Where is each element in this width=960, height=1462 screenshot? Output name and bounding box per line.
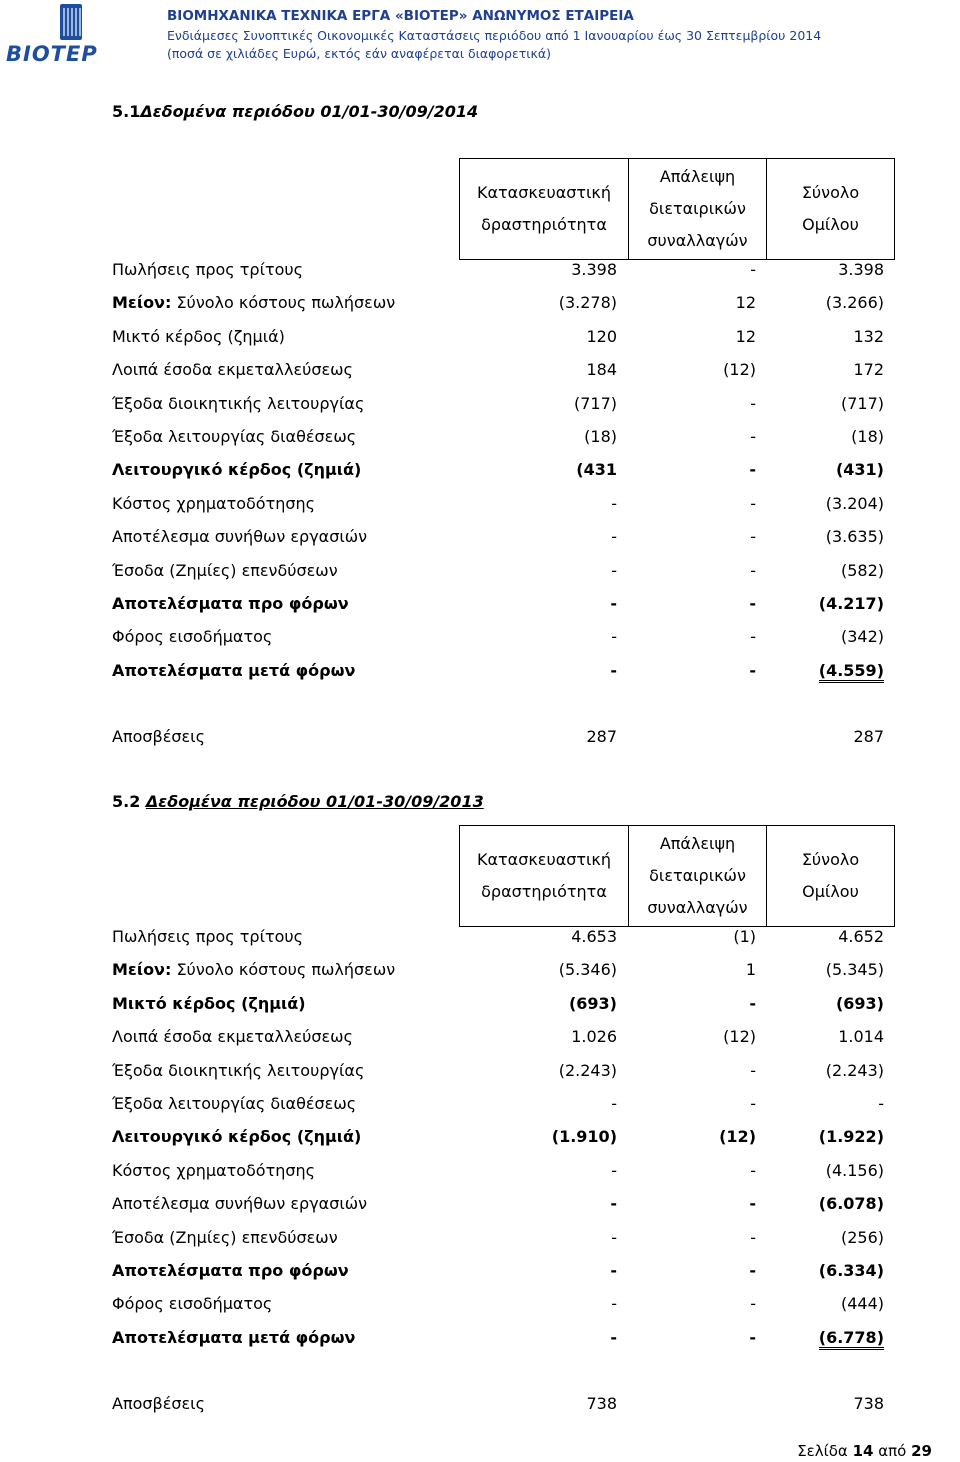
- cell-construction: 184: [586, 360, 617, 380]
- col-header-elimination: Απάλειψη διεταιρικών συναλλαγών: [647, 167, 748, 250]
- row-label: Αποτελέσματα μετά φόρων: [112, 1327, 356, 1347]
- row-label: Έξοδα λειτουργίας διαθέσεως: [112, 1094, 357, 1113]
- col-header-construction: Κατασκευαστική δραστηριότητα: [477, 850, 611, 901]
- cell-group-total: 4.652: [838, 927, 884, 946]
- cell-construction: -: [611, 1294, 617, 1314]
- table-row: [112, 621, 884, 654]
- cell-construction: -: [611, 560, 617, 580]
- table-row: [112, 988, 884, 1021]
- cell-group-total: (717): [840, 393, 884, 413]
- company-name: ΒΙΟΜΗΧΑΝΙΚΑ ΤΕΧΝΙΚΑ ΕΡΓΑ «ΒΙΟΤΕΡ» ΑΝΩΝΥΜΟΣ ΕΤΑΙΡΕΙΑ: [167, 8, 634, 24]
- row-label: Αποτέλεσμα συνήθων εργασιών: [112, 527, 368, 547]
- cell-group-total: 172: [853, 360, 884, 380]
- table-row: [112, 1222, 884, 1255]
- table-row: [112, 1288, 884, 1321]
- row-label: Αποτελέσματα προ φόρων: [112, 1261, 349, 1280]
- cell-elimination: -: [750, 1094, 756, 1113]
- cell-elimination: -: [750, 527, 756, 547]
- depreciation-row-2014: Αποσβέσεις 287 287: [112, 727, 884, 746]
- cell-group-total: (6.778): [819, 1328, 884, 1347]
- cell-group-total: (6.078): [818, 1194, 884, 1214]
- table-row: [112, 921, 884, 954]
- row-label: Λειτουργικό κέρδος (ζημιά): [112, 460, 362, 480]
- cell-group-total: (3.204): [825, 493, 884, 513]
- table-row: [112, 521, 884, 554]
- table-row: [112, 1088, 884, 1121]
- cell-elimination: 1: [745, 960, 756, 980]
- table-row: [112, 1121, 884, 1154]
- row-label: Πωλήσεις προς τρίτους: [112, 927, 304, 946]
- page-header: [0, 0, 960, 70]
- cell-elimination: -: [749, 993, 756, 1013]
- cell-construction: -: [611, 493, 617, 513]
- table-row: [112, 1155, 884, 1188]
- company-logo: [6, 4, 136, 66]
- column-header-box: [459, 158, 895, 260]
- section-number: 5.2: [112, 792, 141, 811]
- cell-elimination: -: [749, 460, 756, 480]
- cell-elimination: -: [750, 427, 756, 446]
- table-row: [112, 454, 884, 487]
- row-label: Αποτελέσματα προ φόρων: [112, 594, 349, 613]
- section-title-5-2: [112, 792, 484, 811]
- cell-group-total: (431): [835, 460, 884, 480]
- cell-construction: -: [610, 594, 617, 613]
- row-label: Μείον: Σύνολο κόστους πωλήσεων: [112, 293, 396, 313]
- cell-elimination: -: [750, 1160, 756, 1180]
- cell-construction: (18): [584, 427, 617, 446]
- row-label: Λοιπά έσοδα εκμεταλλεύσεως: [112, 1027, 353, 1047]
- cell-elimination: -: [750, 493, 756, 513]
- table-row: [112, 488, 884, 521]
- cell-construction: -: [610, 660, 617, 680]
- cell-group-total: 132: [853, 326, 884, 346]
- row-label: Φόρος εισοδήματος: [112, 1294, 273, 1314]
- section-heading: Δεδομένα περιόδου 01/01-30/09/2014: [140, 102, 479, 121]
- table-row: [112, 954, 884, 987]
- cell-group-total: -: [878, 1094, 884, 1113]
- column-header-box: [459, 825, 895, 927]
- cell-group-total: (5.345): [825, 960, 884, 980]
- row-label: Αποτέλεσμα συνήθων εργασιών: [112, 1194, 368, 1214]
- cell-group-total: (582): [840, 560, 884, 580]
- table-row: [112, 354, 884, 387]
- cell-construction: -: [611, 1094, 617, 1113]
- page-number: Σελίδα 14 από 29: [797, 1442, 932, 1460]
- cell-construction: -: [611, 1227, 617, 1247]
- row-label: Μείον: Σύνολο κόστους πωλήσεων: [112, 960, 396, 980]
- amounts-note: (ποσά σε χιλιάδες Ευρώ, εκτός εάν αναφέρεται διαφορετικά): [167, 46, 551, 61]
- row-label: Μικτό κέρδος (ζημιά): [112, 993, 306, 1013]
- table-row: [112, 588, 884, 621]
- cell-construction: -: [611, 627, 617, 647]
- table-row: [112, 655, 884, 688]
- row-label: Λειτουργικό κέρδος (ζημιά): [112, 1127, 362, 1147]
- cell-elimination: -: [749, 1194, 756, 1214]
- cell-group-total: (18): [851, 427, 884, 446]
- cell-elimination: -: [750, 393, 756, 413]
- cell-construction: 4.653: [571, 927, 617, 946]
- cell-construction: -: [611, 1160, 617, 1180]
- cell-construction: (2.243): [558, 1060, 617, 1080]
- cell-group-total: 3.398: [838, 260, 884, 279]
- cell-construction: 120: [586, 326, 617, 346]
- row-label: Κόστος χρηματοδότησης: [112, 493, 316, 513]
- cell-elimination: (12): [723, 1027, 756, 1047]
- row-label: Φόρος εισοδήματος: [112, 627, 273, 647]
- col-header-construction: Κατασκευαστική δραστηριότητα: [477, 183, 611, 234]
- table-row: [112, 555, 884, 588]
- row-label: Κόστος χρηματοδότησης: [112, 1160, 316, 1180]
- col-header-group-total: Σύνολο Ομίλου: [801, 850, 860, 901]
- cell-construction: (717): [573, 393, 617, 413]
- section-heading: Δεδομένα περιόδου 01/01-30/09/2013: [145, 792, 484, 811]
- cell-elimination: -: [750, 1060, 756, 1080]
- cell-elimination: -: [750, 560, 756, 580]
- row-label: Έξοδα λειτουργίας διαθέσεως: [112, 427, 357, 446]
- cell-elimination: -: [749, 1327, 756, 1347]
- logo-text: BIOTEP: [6, 42, 98, 66]
- cell-group-total: (3.635): [825, 527, 884, 547]
- row-label: Αποτελέσματα μετά φόρων: [112, 660, 356, 680]
- cell-elimination: -: [750, 1294, 756, 1314]
- cell-elimination: -: [750, 627, 756, 647]
- section-title-5-1: [112, 102, 478, 121]
- cell-construction: (3.278): [558, 293, 617, 313]
- cell-construction: -: [610, 1194, 617, 1214]
- col-header-elimination: Απάλειψη διεταιρικών συναλλαγών: [647, 834, 748, 917]
- row-label: Έσοδα (Ζημίες) επενδύσεων: [112, 1227, 338, 1247]
- col-header-group-total: Σύνολο Ομίλου: [801, 183, 860, 234]
- cell-group-total: (444): [840, 1294, 884, 1314]
- cell-elimination: -: [749, 1261, 756, 1280]
- statement-subtitle: Ενδιάμεσες Συνοπτικές Οικονομικές Καταστάσεις περιόδου από 1 Ιανουαρίου έως 30 Σεπτεμβρίου 2014: [167, 28, 822, 43]
- table-row: [112, 254, 884, 287]
- row-label: Έξοδα διοικητικής λειτουργίας: [112, 1060, 365, 1080]
- cell-group-total: (3.266): [825, 293, 884, 313]
- row-label: Μικτό κέρδος (ζημιά): [112, 326, 285, 346]
- table-row: [112, 388, 884, 421]
- cell-construction: (693): [568, 993, 617, 1013]
- cell-construction: -: [610, 1327, 617, 1347]
- table-row: [112, 321, 884, 354]
- cell-group-total: 1.014: [838, 1027, 884, 1047]
- cell-group-total: (2.243): [825, 1060, 884, 1080]
- table-row: [112, 1021, 884, 1054]
- cell-construction: (1.910): [551, 1127, 617, 1147]
- cell-group-total: (4.217): [818, 594, 884, 613]
- cell-elimination: 12: [735, 326, 756, 346]
- table-row: [112, 1255, 884, 1288]
- cell-group-total: (4.559): [819, 661, 884, 680]
- cell-elimination: -: [749, 660, 756, 680]
- cell-elimination: -: [749, 594, 756, 613]
- cell-elimination: (1): [733, 927, 756, 946]
- section-number: 5.1: [112, 102, 141, 121]
- cell-elimination: -: [750, 260, 756, 279]
- cell-group-total: (256): [840, 1227, 884, 1247]
- cell-group-total: (342): [840, 627, 884, 647]
- cell-construction: 1.026: [571, 1027, 617, 1047]
- cell-group-total: (693): [835, 993, 884, 1013]
- table-row: [112, 1055, 884, 1088]
- cell-construction: (5.346): [558, 960, 617, 980]
- row-label: Λοιπά έσοδα εκμεταλλεύσεως: [112, 360, 353, 380]
- cell-construction: 3.398: [571, 260, 617, 279]
- cell-group-total: (4.156): [825, 1160, 884, 1180]
- table-row: [112, 287, 884, 320]
- cell-elimination: 12: [735, 293, 756, 313]
- cell-elimination: (12): [719, 1127, 756, 1147]
- cell-elimination: (12): [723, 360, 756, 380]
- depreciation-row-2013: Αποσβέσεις 738 738: [112, 1394, 884, 1413]
- row-label: Πωλήσεις προς τρίτους: [112, 260, 304, 279]
- cell-construction: -: [610, 1261, 617, 1280]
- cell-construction: (431: [576, 460, 617, 480]
- cell-construction: -: [611, 527, 617, 547]
- table-row: [112, 421, 884, 454]
- cell-elimination: -: [750, 1227, 756, 1247]
- table-row: [112, 1322, 884, 1355]
- row-label: Έσοδα (Ζημίες) επενδύσεων: [112, 560, 338, 580]
- logo-mark-icon: [54, 4, 88, 40]
- table-row: [112, 1188, 884, 1221]
- cell-group-total: (6.334): [818, 1261, 884, 1280]
- cell-group-total: (1.922): [818, 1127, 884, 1147]
- row-label: Έξοδα διοικητικής λειτουργίας: [112, 393, 365, 413]
